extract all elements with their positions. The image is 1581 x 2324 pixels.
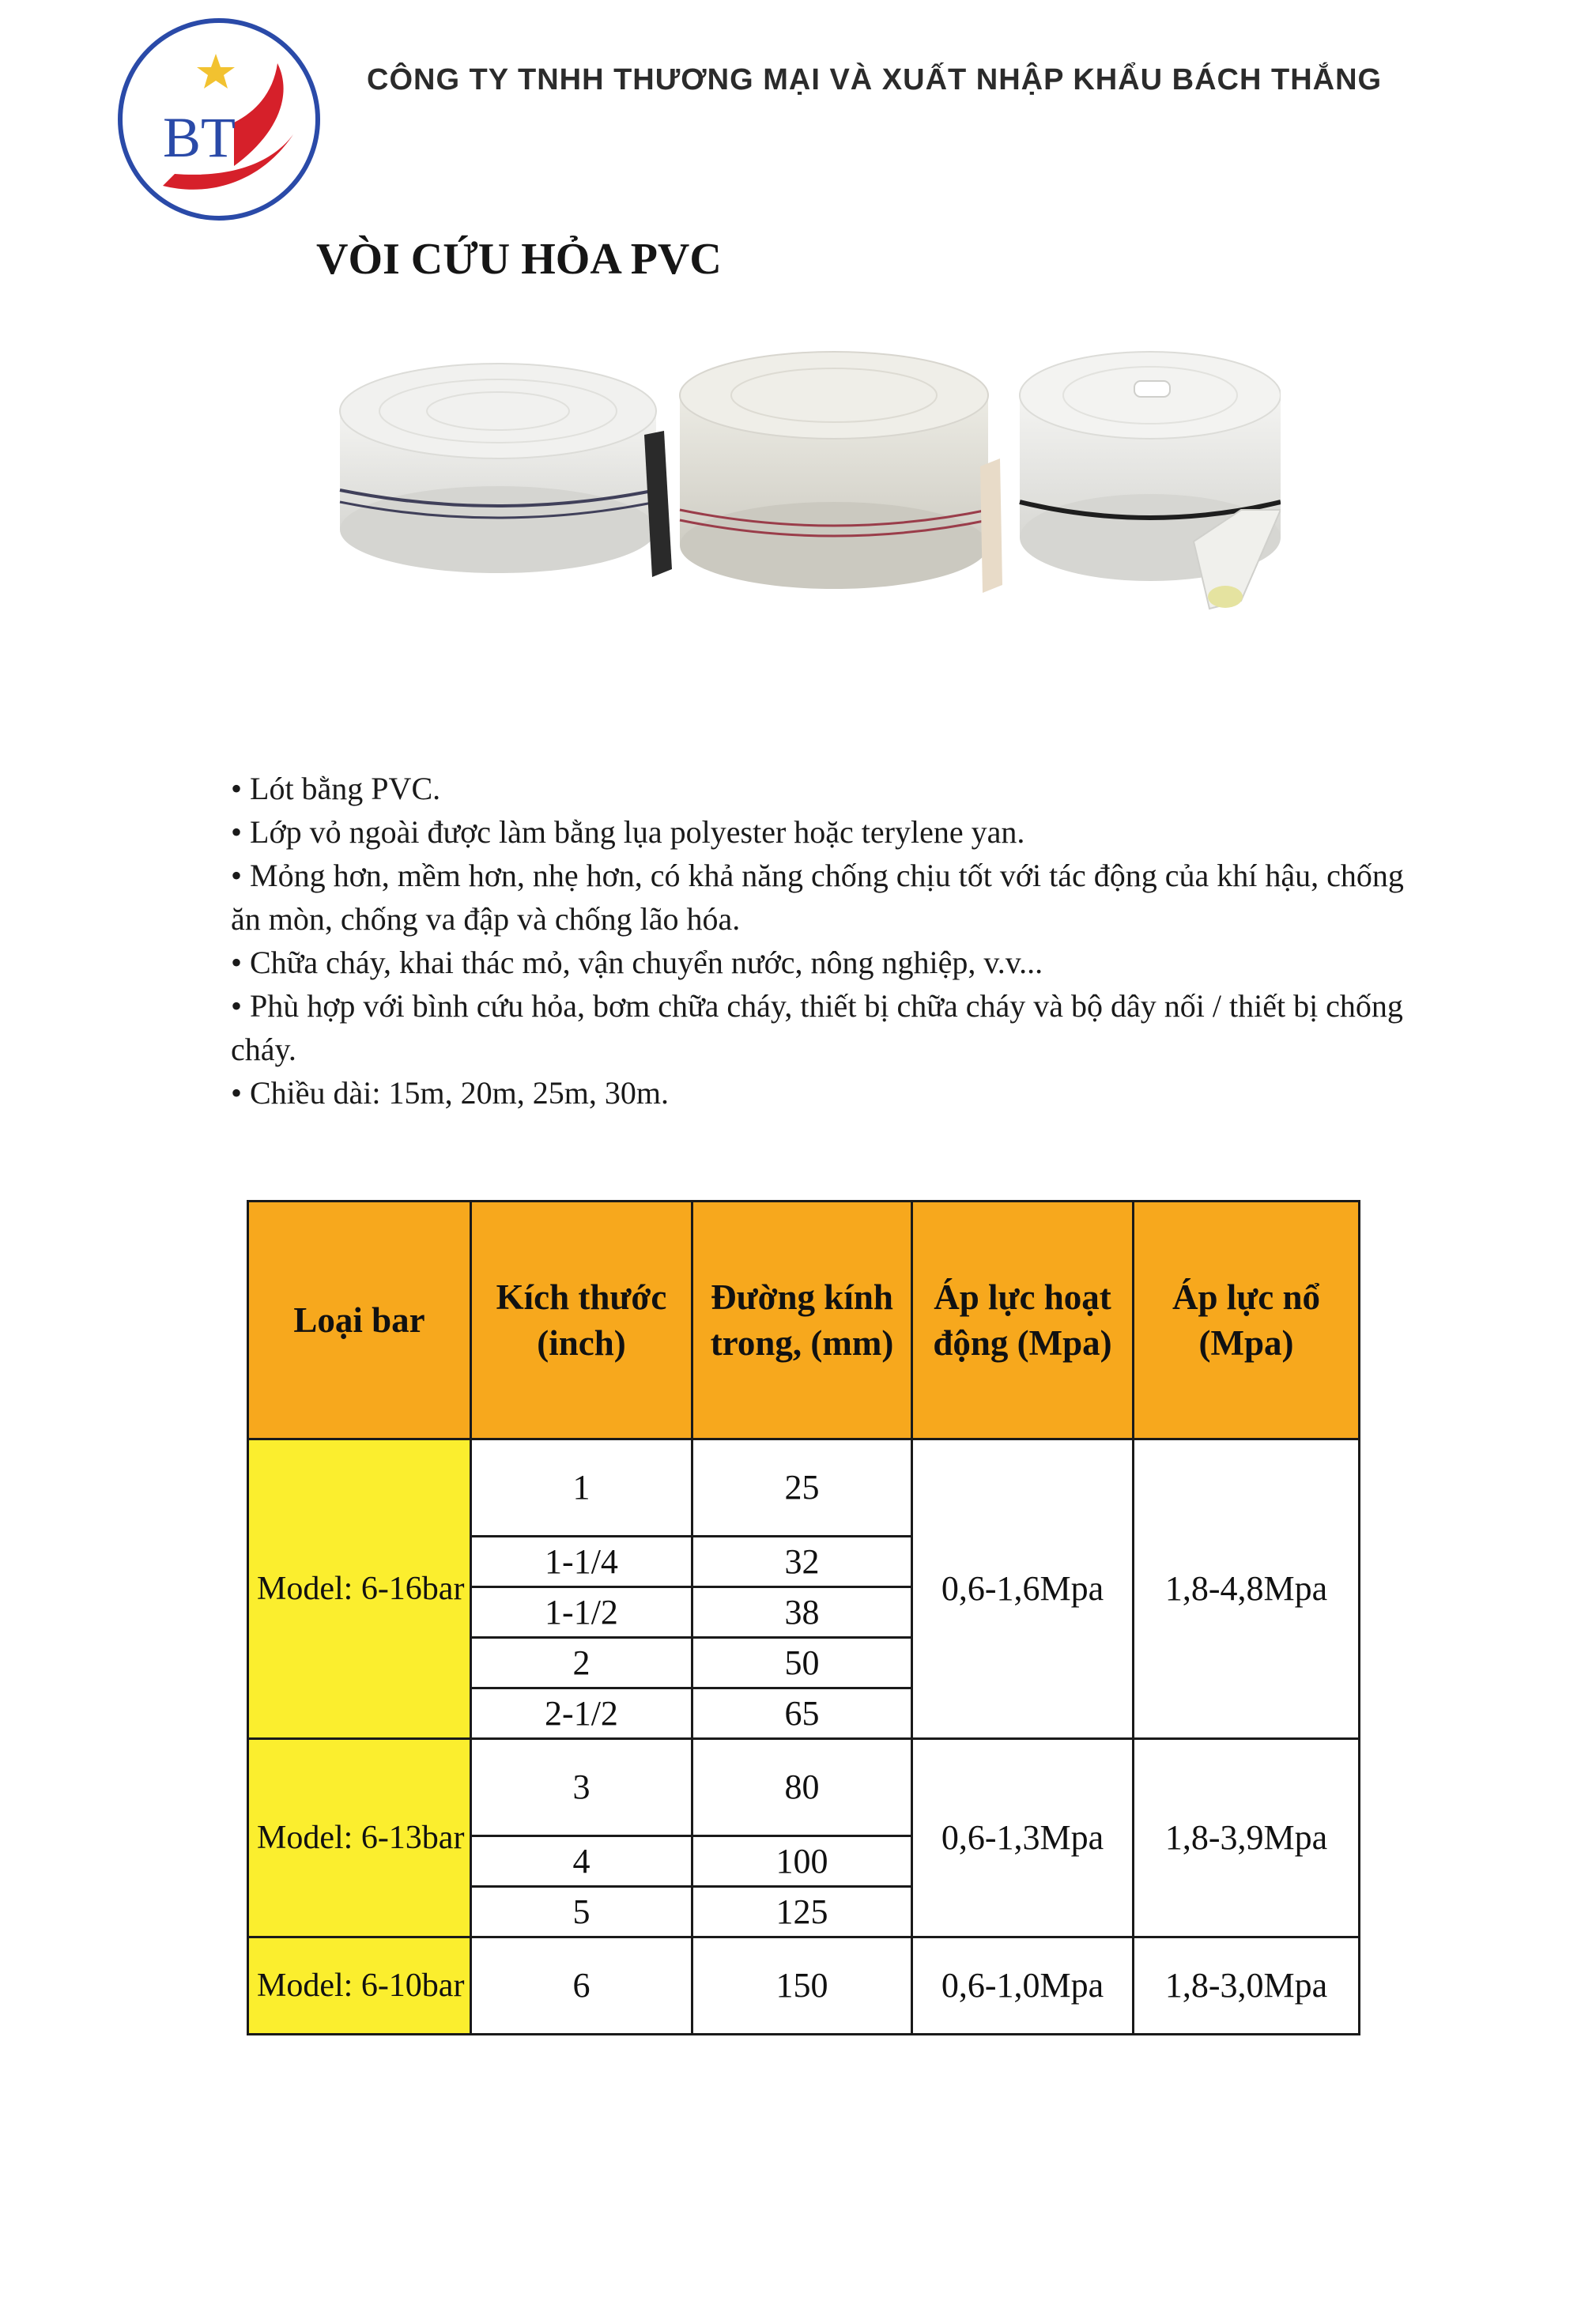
- working-pressure-cell: 0,6-1,0Mpa: [912, 1937, 1134, 2035]
- header-cell: Áp lực nổ (Mpa): [1134, 1202, 1360, 1439]
- size-cell: 4: [471, 1836, 692, 1887]
- header-cell: Đường kính trong, (mm): [692, 1202, 912, 1439]
- hose-roll-3: [1020, 352, 1281, 609]
- size-cell: 1-1/4: [471, 1537, 692, 1587]
- company-name: CÔNG TY TNHH THƯƠNG MẠI VÀ XUẤT NHẬP KHẨU BÁCH THẮNG: [367, 63, 1383, 96]
- feature-item: • Lớp vỏ ngoài được làm bằng lụa polyester hoặc terylene yan.: [231, 814, 1025, 850]
- model-cell: Model: 6-13bar: [248, 1739, 471, 1937]
- diameter-cell: 65: [692, 1688, 912, 1739]
- logo-text: BT: [163, 106, 236, 169]
- burst-pressure-cell: 1,8-4,8Mpa: [1134, 1439, 1360, 1739]
- size-cell: 5: [471, 1887, 692, 1937]
- table-row: [248, 1937, 1360, 2035]
- burst-pressure-cell: 1,8-3,0Mpa: [1134, 1937, 1360, 2035]
- feature-item: • Chữa cháy, khai thác mỏ, vận chuyển nước, nông nghiệp, v.v...: [231, 945, 1043, 980]
- size-cell: 1: [471, 1439, 692, 1537]
- size-cell: 3: [471, 1739, 692, 1836]
- hose-roll-2: [680, 352, 1002, 593]
- diameter-cell: 38: [692, 1587, 912, 1638]
- diameter-cell: 125: [692, 1887, 912, 1937]
- product-image: [332, 340, 1281, 640]
- size-cell: 2: [471, 1638, 692, 1688]
- table-header-row: [248, 1202, 1360, 1439]
- working-pressure-cell: 0,6-1,3Mpa: [912, 1739, 1134, 1937]
- diameter-cell: 150: [692, 1937, 912, 2035]
- working-pressure-cell: 0,6-1,6Mpa: [912, 1439, 1134, 1739]
- burst-pressure-cell: 1,8-3,9Mpa: [1134, 1739, 1360, 1937]
- table-row: [248, 1439, 1360, 1537]
- hose-roll-1: [340, 364, 672, 577]
- model-cell: Model: 6-16bar: [248, 1439, 471, 1739]
- header-cell: Áp lực hoạt động (Mpa): [912, 1202, 1134, 1439]
- feature-item: • Lót bằng PVC.: [231, 771, 441, 806]
- size-cell: 2-1/2: [471, 1688, 692, 1739]
- header-cell: Loại bar: [248, 1202, 471, 1439]
- size-cell: 6: [471, 1937, 692, 2035]
- model-cell: Model: 6-10bar: [248, 1937, 471, 2035]
- company-logo: [115, 16, 323, 223]
- diameter-cell: 50: [692, 1638, 912, 1688]
- table-row: [248, 1739, 1360, 1836]
- diameter-cell: 32: [692, 1537, 912, 1587]
- diameter-cell: 25: [692, 1439, 912, 1537]
- size-cell: 1-1/2: [471, 1587, 692, 1638]
- feature-item: • Mỏng hơn, mềm hơn, nhẹ hơn, có khả năng chống chịu tốt với tác động của khí hậu, chống ăn mòn, chống va đập và chống lão hóa.: [231, 858, 1404, 937]
- feature-item: • Chiều dài: 15m, 20m, 25m, 30m.: [231, 1075, 669, 1111]
- header-cell: Kích thước (inch): [471, 1202, 692, 1439]
- feature-item: • Phù hợp với bình cứu hỏa, bơm chữa cháy, thiết bị chữa cháy và bộ dây nối / thiết bị chống cháy.: [231, 988, 1403, 1067]
- diameter-cell: 80: [692, 1739, 912, 1836]
- diameter-cell: 100: [692, 1836, 912, 1887]
- spec-table: [247, 1200, 1360, 2035]
- product-title: VÒI CỨU HỎA PVC: [316, 235, 722, 284]
- feature-list: [231, 767, 1417, 1115]
